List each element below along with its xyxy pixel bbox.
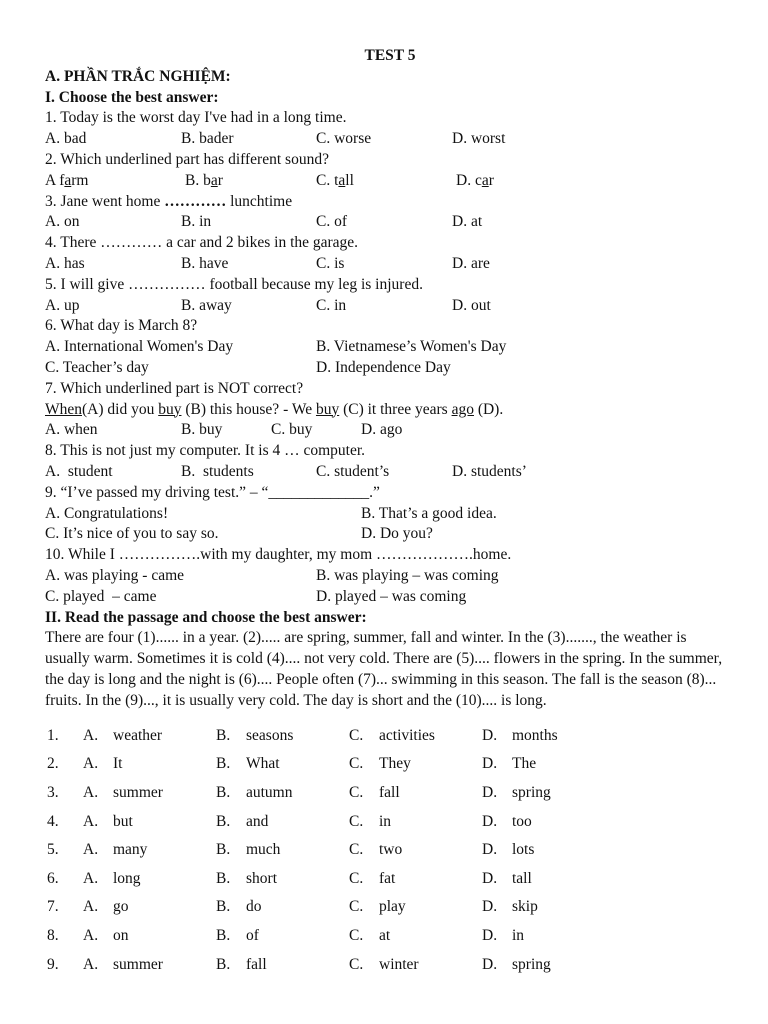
option-letter-b: B. bbox=[216, 955, 231, 973]
q2-option-d bbox=[456, 171, 494, 192]
option-d-word: spring bbox=[512, 783, 551, 801]
option-letter-d: D. bbox=[482, 755, 498, 773]
question-9-options-row2 bbox=[45, 524, 735, 545]
option-letter-d: D. bbox=[482, 898, 498, 916]
option-b-word: and bbox=[246, 812, 269, 830]
option-letter-d: D. bbox=[482, 726, 498, 744]
option-b-word: much bbox=[246, 841, 281, 859]
option-d-word: in bbox=[512, 926, 525, 944]
question-4-stem: 4. There ………… a car and 2 bikes in the garage. bbox=[45, 234, 359, 252]
q1-option-a: A. bad bbox=[45, 130, 87, 148]
worksheet bbox=[45, 46, 735, 979]
answer-row bbox=[47, 893, 615, 922]
q5-option-b: B. away bbox=[181, 296, 232, 314]
question-7-stem: 7. Which underlined part is NOT correct? bbox=[45, 379, 304, 397]
option-letter-c: C. bbox=[349, 955, 364, 973]
option-letter-b: B. bbox=[216, 926, 231, 944]
option-b-word: seasons bbox=[246, 726, 294, 744]
option-letter-b: B. bbox=[216, 841, 231, 859]
q3-option-a: A. on bbox=[45, 213, 80, 231]
option-c-word: activities bbox=[379, 726, 435, 744]
question-8-options bbox=[45, 462, 735, 483]
option-d-word: spring bbox=[512, 955, 551, 973]
q2-c-pre: C. t bbox=[316, 171, 339, 189]
q1-option-b: B. bader bbox=[181, 130, 234, 148]
option-b-word: do bbox=[246, 898, 262, 916]
q5-option-c: C. in bbox=[316, 296, 347, 314]
q3-option-b: B. in bbox=[181, 213, 212, 231]
question-10-options-row1 bbox=[45, 566, 735, 587]
option-b-word: of bbox=[246, 926, 259, 944]
option-letter-a: A. bbox=[83, 926, 99, 944]
option-d-word: too bbox=[512, 812, 532, 830]
option-letter-c: C. bbox=[349, 783, 364, 801]
option-a-word: but bbox=[113, 812, 133, 830]
option-c-word: fall bbox=[379, 783, 400, 801]
question-4-options bbox=[45, 254, 735, 275]
answer-row bbox=[47, 750, 615, 779]
q5-option-a: A. up bbox=[45, 296, 80, 314]
option-c-word: two bbox=[379, 841, 403, 859]
q9-option-d: D. Do you? bbox=[361, 525, 433, 543]
q2-option-b bbox=[185, 171, 223, 192]
option-d-word: lots bbox=[512, 841, 535, 859]
part2-heading: II. Read the passage and choose the best answer: bbox=[45, 608, 367, 626]
q7-option-b: B. buy bbox=[181, 421, 223, 439]
option-a-word: long bbox=[113, 869, 141, 887]
q9-option-a: A. Congratulations! bbox=[45, 504, 169, 522]
option-letter-a: A. bbox=[83, 812, 99, 830]
q3-stem-pre: 3. Jane went home bbox=[45, 192, 165, 210]
q6-option-c: C. Teacher’s day bbox=[45, 358, 149, 376]
option-b-word: short bbox=[246, 869, 277, 887]
answer-number: 8. bbox=[47, 926, 59, 944]
question-8-stem: 8. This is not just my computer. It is 4 … computer. bbox=[45, 442, 366, 460]
reading-passage: There are four (1)...... in a year. (2)..... are spring, summer, fall and winter. In the (3)......., the weather is usually warm. Sometimes it is cold (4).... not very cold. There are (5).... flowers in the spring. In the summer, the day is long and the night is (6).... People often (7)... swimming in this season. The fall is the season (8)... fruits. In the (9)..., it is usually very cold. The day is short and the (10).... is long. bbox=[45, 629, 723, 709]
option-b-word: autumn bbox=[246, 783, 293, 801]
answer-row bbox=[47, 864, 615, 893]
answer-row bbox=[47, 807, 615, 836]
q6-option-a: A. International Women's Day bbox=[45, 338, 234, 356]
option-letter-c: C. bbox=[349, 869, 364, 887]
q6-option-b: B. Vietnamese’s Women's Day bbox=[316, 338, 507, 356]
option-c-word: They bbox=[379, 755, 411, 773]
option-letter-d: D. bbox=[482, 783, 498, 801]
question-10-options-row2 bbox=[45, 587, 735, 608]
option-letter-d: D. bbox=[482, 955, 498, 973]
question-7-sentence bbox=[45, 400, 735, 421]
answer-number: 4. bbox=[47, 812, 59, 830]
q3-stem-post: lunchtime bbox=[226, 192, 293, 210]
option-letter-a: A. bbox=[83, 898, 99, 916]
question-5-options bbox=[45, 296, 735, 317]
option-c-word: winter bbox=[379, 955, 419, 973]
q4-option-d: D. are bbox=[452, 254, 490, 272]
q7-option-c: C. buy bbox=[271, 421, 313, 439]
q8-option-d: D. students’ bbox=[452, 462, 527, 480]
q10-option-a: A. was playing - came bbox=[45, 566, 185, 584]
option-letter-b: B. bbox=[216, 812, 231, 830]
option-d-word: months bbox=[512, 726, 558, 744]
q4-option-b: B. have bbox=[181, 254, 229, 272]
q7-part-c: buy bbox=[315, 400, 340, 418]
option-letter-a: A. bbox=[83, 726, 99, 744]
q3-blank: ………… bbox=[164, 192, 227, 210]
answer-table bbox=[47, 722, 615, 979]
answer-row bbox=[47, 950, 615, 979]
q2-option-a bbox=[45, 171, 88, 192]
q8-option-a: A. student bbox=[45, 462, 113, 480]
question-3-stem bbox=[45, 192, 735, 213]
q10-option-b: B. was playing – was coming bbox=[316, 566, 499, 584]
q7-text-4: (D). bbox=[473, 400, 504, 418]
question-3-options bbox=[45, 212, 735, 233]
option-letter-b: B. bbox=[216, 869, 231, 887]
q9-option-c: C. It’s nice of you to say so. bbox=[45, 525, 219, 543]
option-b-word: fall bbox=[246, 955, 267, 973]
answer-number: 5. bbox=[47, 841, 59, 859]
q2-c-underlined: a bbox=[338, 171, 346, 189]
answer-row bbox=[47, 722, 615, 751]
option-letter-a: A. bbox=[83, 869, 99, 887]
question-5-stem: 5. I will give …………… football because my leg is injured. bbox=[45, 275, 423, 293]
question-2-stem: 2. Which underlined part has different sound? bbox=[45, 150, 329, 168]
q10-option-d: D. played – was coming bbox=[316, 587, 467, 605]
question-1-stem: 1. Today is the worst day I've had in a long time. bbox=[45, 109, 347, 127]
q4-option-a: A. has bbox=[45, 254, 85, 272]
answer-row bbox=[47, 779, 615, 808]
q7-option-d: D. ago bbox=[361, 421, 403, 439]
option-a-word: go bbox=[113, 898, 129, 916]
q9-option-b: B. That’s a good idea. bbox=[361, 504, 497, 522]
q2-option-c bbox=[316, 171, 354, 192]
answer-number: 7. bbox=[47, 898, 59, 916]
q7-option-a: A. when bbox=[45, 421, 98, 439]
question-7-options bbox=[45, 420, 735, 441]
option-c-word: fat bbox=[379, 869, 396, 887]
q3-option-c: C. of bbox=[316, 213, 347, 231]
option-letter-a: A. bbox=[83, 783, 99, 801]
answer-number: 9. bbox=[47, 955, 59, 973]
q2-b-underlined: a bbox=[210, 171, 218, 189]
q7-text-3: (C) it three years bbox=[339, 400, 452, 418]
q6-option-d: D. Independence Day bbox=[316, 358, 451, 376]
option-letter-a: A. bbox=[83, 955, 99, 973]
option-a-word: weather bbox=[113, 726, 163, 744]
q2-a-pre: A f bbox=[45, 171, 65, 189]
q1-option-c: C. worse bbox=[316, 130, 372, 148]
option-d-word: tall bbox=[512, 869, 532, 887]
option-letter-d: D. bbox=[482, 869, 498, 887]
option-letter-c: C. bbox=[349, 755, 364, 773]
question-6-stem: 6. What day is March 8? bbox=[45, 317, 198, 335]
option-d-word: The bbox=[512, 755, 537, 773]
option-b-word: What bbox=[246, 755, 280, 773]
answer-number: 1. bbox=[47, 726, 59, 744]
q2-b-post: r bbox=[217, 171, 223, 189]
q3-option-d: D. at bbox=[452, 213, 483, 231]
q2-d-post: r bbox=[488, 171, 494, 189]
answer-row bbox=[47, 922, 615, 951]
q2-b-pre: B. b bbox=[185, 171, 211, 189]
question-2-options bbox=[45, 171, 735, 192]
question-10-stem: 10. While I …………….with my daughter, my mom ……………….home. bbox=[45, 546, 512, 564]
option-letter-c: C. bbox=[349, 812, 364, 830]
option-letter-d: D. bbox=[482, 926, 498, 944]
answer-number: 6. bbox=[47, 869, 59, 887]
test-title: TEST 5 bbox=[364, 47, 416, 64]
q8-option-c: C. student’s bbox=[316, 462, 390, 480]
option-a-word: summer bbox=[113, 783, 163, 801]
q10-option-c: C. played – came bbox=[45, 587, 157, 605]
option-c-word: in bbox=[379, 812, 392, 830]
option-letter-a: A. bbox=[83, 841, 99, 859]
question-1-options bbox=[45, 129, 735, 150]
q2-d-pre: D. c bbox=[456, 171, 482, 189]
option-letter-b: B. bbox=[216, 783, 231, 801]
q2-a-underlined: a bbox=[64, 171, 72, 189]
option-letter-b: B. bbox=[216, 898, 231, 916]
option-letter-a: A. bbox=[83, 755, 99, 773]
option-letter-c: C. bbox=[349, 926, 364, 944]
q7-part-a: When bbox=[45, 400, 83, 418]
answer-row bbox=[47, 836, 615, 865]
option-c-word: at bbox=[379, 926, 391, 944]
question-6-options-row1 bbox=[45, 337, 735, 358]
q2-a-post: rm bbox=[71, 171, 89, 189]
option-a-word: on bbox=[113, 926, 129, 944]
option-letter-d: D. bbox=[482, 841, 498, 859]
q1-option-d: D. worst bbox=[452, 130, 506, 148]
option-a-word: It bbox=[113, 755, 123, 773]
option-letter-c: C. bbox=[349, 841, 364, 859]
option-letter-b: B. bbox=[216, 726, 231, 744]
q5-option-d: D. out bbox=[452, 296, 491, 314]
q7-part-d: ago bbox=[451, 400, 474, 418]
section-a-heading: A. PHẦN TRẮC NGHIỆM: bbox=[45, 67, 231, 85]
answer-table-body bbox=[47, 722, 615, 979]
option-d-word: skip bbox=[512, 898, 538, 916]
q7-text-1: (A) did you bbox=[82, 400, 159, 418]
option-letter-b: B. bbox=[216, 755, 231, 773]
option-a-word: summer bbox=[113, 955, 163, 973]
question-6-options-row2 bbox=[45, 358, 735, 379]
option-letter-c: C. bbox=[349, 898, 364, 916]
answer-number: 2. bbox=[47, 755, 59, 773]
option-letter-d: D. bbox=[482, 812, 498, 830]
q4-option-c: C. is bbox=[316, 254, 345, 272]
q8-option-b: B. students bbox=[181, 462, 254, 480]
answer-number: 3. bbox=[47, 783, 59, 801]
option-a-word: many bbox=[113, 841, 148, 859]
option-c-word: play bbox=[379, 898, 406, 916]
q2-d-underlined: a bbox=[481, 171, 489, 189]
question-9-stem: 9. “I’ve passed my driving test.” – “_____________.” bbox=[45, 483, 380, 501]
q2-c-post: ll bbox=[345, 171, 354, 189]
part1-heading: I. Choose the best answer: bbox=[45, 88, 219, 106]
option-letter-c: C. bbox=[349, 726, 364, 744]
q7-text-2: (B) this house? - We bbox=[181, 400, 316, 418]
question-9-options-row1 bbox=[45, 504, 735, 525]
q7-part-b: buy bbox=[158, 400, 182, 418]
